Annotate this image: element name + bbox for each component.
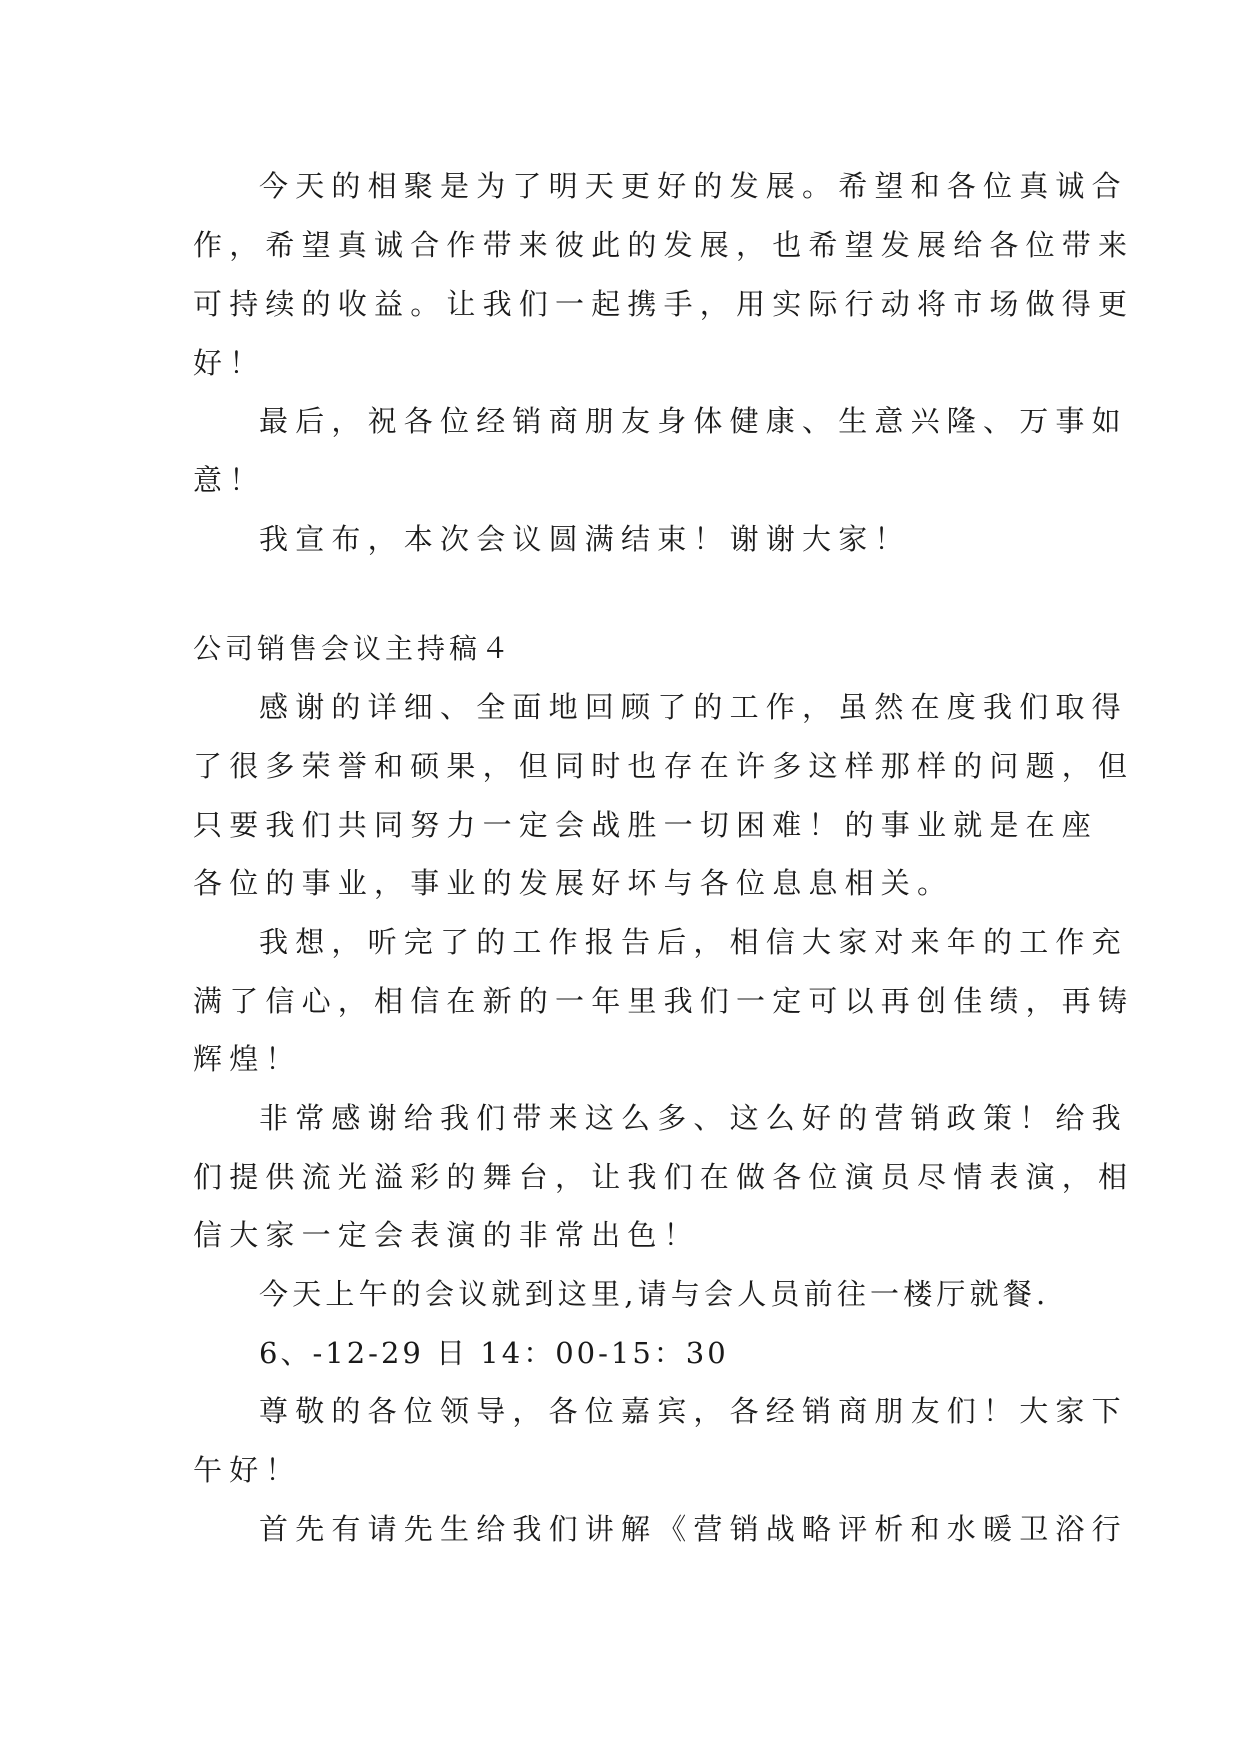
paragraph-4-line-1: 感谢的详细、全面地回顾了的工作，虽然在度我们取得: [259, 690, 1128, 724]
paragraph-2-line-2: 意！: [193, 463, 266, 497]
paragraph-1-line-4: 好！: [193, 346, 266, 380]
paragraph-4-line-2: 了很多荣誉和硕果，但同时也存在许多这样那样的问题，但: [193, 749, 1135, 783]
paragraph-6-line-3: 信大家一定会表演的非常出色！: [193, 1218, 700, 1252]
paragraph-1-line-3: 可持续的收益。让我们一起携手，用实际行动将市场做得更: [193, 287, 1135, 321]
section-heading: 公司销售会议主持稿４: [193, 632, 514, 665]
paragraph-2-line-1: 最后，祝各位经销商朋友身体健康、生意兴隆、万事如: [259, 404, 1128, 438]
paragraph-10-line-1: 首先有请先生给我们讲解《营销战略评析和水暖卫浴行: [259, 1512, 1128, 1546]
paragraph-5-line-3: 辉煌！: [193, 1042, 302, 1076]
paragraph-4-line-4: 各位的事业，事业的发展好坏与各位息息相关。: [193, 866, 954, 900]
paragraph-5-line-2: 满了信心，相信在新的一年里我们一定可以再创佳绩，再铸: [193, 984, 1135, 1018]
paragraph-3-line-1: 我宣布，本次会议圆满结束！谢谢大家！: [259, 522, 911, 556]
paragraph-1-line-2: 作，希望真诚合作带来彼此的发展，也希望发展给各位带来: [193, 228, 1135, 262]
paragraph-6-line-1: 非常感谢给我们带来这么多、这么好的营销政策！给我: [259, 1101, 1128, 1135]
paragraph-1-line-1: 今天的相聚是为了明天更好的发展。希望和各位真诚合: [259, 169, 1128, 203]
paragraph-4-line-3: 只要我们共同努力一定会战胜一切困难！的事业就是在座: [193, 808, 1099, 842]
paragraph-8-line-1: 6、-12-29 日 14：00-15：30: [259, 1336, 729, 1370]
paragraph-6-line-2: 们提供流光溢彩的舞台，让我们在做各位演员尽情表演，相: [193, 1160, 1135, 1194]
paragraph-7-line-1: 今天上午的会议就到这里,请与会人员前往一楼厅就餐.: [259, 1277, 1050, 1311]
paragraph-5-line-1: 我想，听完了的工作报告后，相信大家对来年的工作充: [259, 925, 1128, 959]
paragraph-9-line-1: 尊敬的各位领导，各位嘉宾，各经销商朋友们！大家下: [259, 1394, 1128, 1428]
paragraph-9-line-2: 午好！: [193, 1453, 302, 1487]
